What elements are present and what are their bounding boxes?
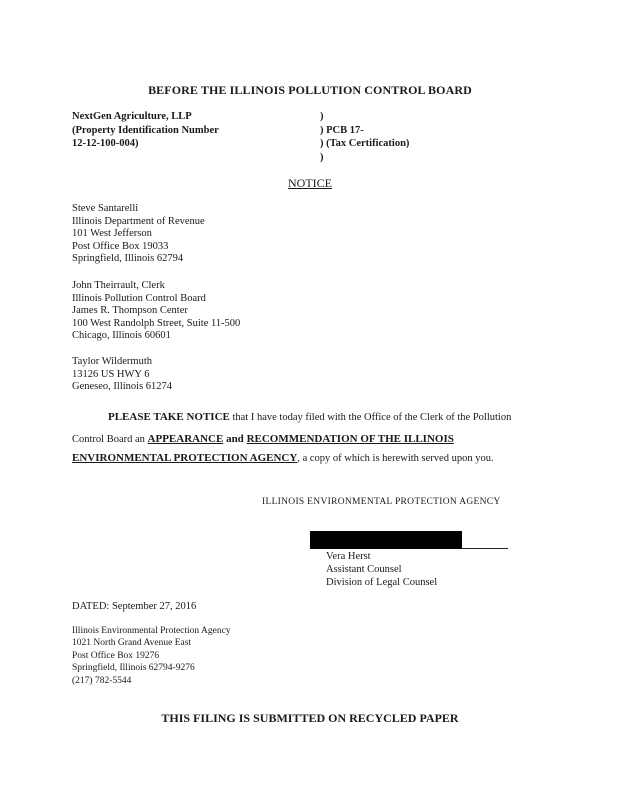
case-caption-right (320, 110, 409, 164)
signer-division: Division of Legal Counsel (326, 576, 438, 588)
address-line: Chicago, Illinois 60601 (72, 330, 171, 342)
recipient-address-wildermuth (72, 356, 172, 394)
recipient-address-revenue (72, 203, 205, 266)
address-line: 1021 North Grand Avenue East (72, 638, 192, 649)
notice-body-line-3 (72, 452, 494, 464)
notice-text: Control Board an (72, 434, 148, 445)
recipient-address-clerk (72, 280, 240, 343)
appearance-title: APPEARANCE (147, 433, 224, 445)
caption-line: (Property Identification Number (72, 124, 219, 136)
address-line: Geneseo, Illinois 61274 (72, 381, 173, 393)
address-line: 101 West Jefferson (72, 228, 152, 240)
notice-body-line-1 (108, 411, 511, 423)
caption-line: NextGen Agriculture, LLP (72, 111, 192, 122)
address-line: Springfield, Illinois 62794-9276 (72, 663, 195, 674)
address-line: Post Office Box 19276 (72, 650, 160, 661)
address-line: John Theirrault, Clerk (72, 280, 165, 291)
caption-line: ) PCB 17- (320, 124, 364, 136)
caption-line: ) (320, 111, 324, 122)
document-title: BEFORE THE ILLINOIS POLLUTION CONTROL BOARD (148, 83, 472, 97)
signer-title: Assistant Counsel (326, 563, 402, 575)
notice-lead: PLEASE TAKE NOTICE (108, 411, 230, 423)
signer-block (326, 551, 437, 589)
address-line: 13126 US HWY 6 (72, 368, 150, 380)
notice-text: and (223, 433, 247, 445)
address-line: Illinois Department of Revenue (72, 215, 205, 227)
dated-line: DATED: September 27, 2016 (72, 601, 197, 612)
address-line: Post Office Box 19033 (72, 240, 169, 252)
address-line: Taylor Wildermuth (72, 356, 153, 367)
agency-signature-heading: ILLINOIS ENVIRONMENTAL PROTECTION AGENCY (262, 497, 501, 507)
case-caption-left (72, 110, 219, 151)
address-line: 100 West Randolph Street, Suite 11-500 (72, 317, 241, 329)
notice-text: , a copy of which is herewith served upon you. (297, 453, 494, 464)
caption-line: ) (Tax Certification) (320, 138, 410, 149)
agency-address (72, 625, 231, 687)
notice-body-line-2 (72, 433, 454, 445)
notice-text: that I have today filed with the Office of the Clerk of the Pollution (229, 412, 512, 423)
recommendation-title-cont: ENVIRONMENTAL PROTECTION AGENCY (72, 452, 298, 464)
signature-line (462, 548, 508, 549)
caption-line: ) (320, 151, 324, 163)
address-line: Illinois Pollution Control Board (72, 292, 206, 304)
redacted-signature (310, 531, 462, 549)
caption-line: 12-12-100-004) (72, 138, 139, 149)
address-line: James R. Thompson Center (72, 305, 188, 317)
signer-name: Vera Herst (326, 551, 371, 562)
address-line: (217) 782-5544 (72, 675, 132, 686)
notice-heading: NOTICE (288, 176, 332, 190)
recycled-paper-footer: THIS FILING IS SUBMITTED ON RECYCLED PAPER (161, 711, 459, 725)
address-line: Springfield, Illinois 62794 (72, 253, 184, 265)
address-line: Illinois Environmental Protection Agency (72, 626, 231, 636)
recommendation-title: RECOMMENDATION OF THE ILLINOIS (246, 433, 454, 445)
address-line: Steve Santarelli (72, 203, 139, 214)
